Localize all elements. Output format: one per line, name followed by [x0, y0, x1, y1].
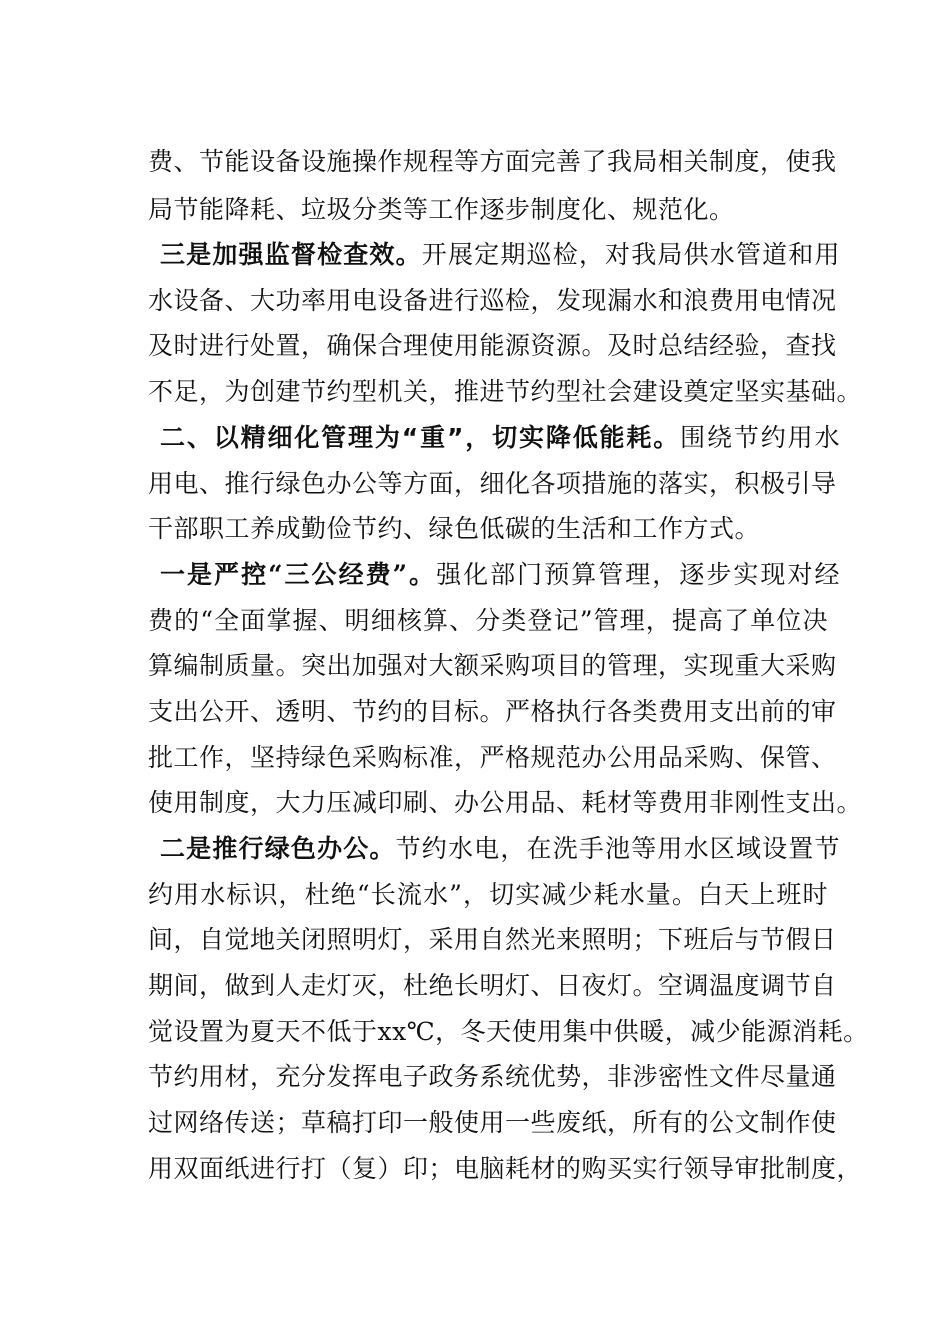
text-line: 期间，做到人走灯灭，杜绝长明灯、日夜灯。空调温度调节自 — [148, 971, 837, 1000]
text-span: 强化部门预算管理，逐步实现对经 — [436, 560, 840, 589]
text-line: 水设备、大功率用电设备进行巡检，发现漏水和浪费用电情况 — [148, 286, 837, 315]
text-line: 用电、推行绿色办公等方面，细化各项措施的落实，积极引导 — [148, 469, 837, 498]
paragraph-lead: 二是推行绿色办公。 — [160, 834, 396, 863]
text-line: 用双面纸进行打（复）印；电脑耗材的购买实行领导审批制度， — [148, 1154, 863, 1183]
text-line: 局节能降耗、垃圾分类等工作逐步制度化、规范化。 — [148, 195, 735, 224]
text-line: 间，自觉地关闭照明灯，采用自然光来照明；下班后与节假日 — [148, 925, 837, 954]
paragraph-lead: 一是严控“三公经费”。 — [160, 560, 437, 589]
text-line: 干部职工养成勤俭节约、绿色低碳的生活和工作方式。 — [148, 514, 761, 543]
text-line: 费的“全面掌握、明细核算、分类登记”管理，提高了单位决 — [148, 606, 828, 635]
text-line: 约用水标识，杜绝“长流水”，切实减少耗水量。白天上班时 — [148, 880, 828, 909]
text-line: 算编制质量。突出加强对大额采购项目的管理，实现重大采购 — [148, 651, 837, 680]
paragraph-first-line — [148, 825, 840, 873]
text-line: 批工作，坚持绿色采购标准，严格规范办公用品采购、保管、 — [148, 743, 837, 772]
text-line: 不足，为创建节约型机关，推进节约型社会建设奠定坚实基础。 — [148, 377, 863, 406]
paragraph-first-line — [148, 231, 840, 279]
text-line: 节约用材，充分发挥电子政务系统优势，非涉密性文件尽量通 — [148, 1062, 837, 1091]
paragraph-lead: 三是加强监督检查效。 — [160, 240, 422, 269]
text-line: 支出公开、透明、节约的目标。严格执行各类费用支出前的审 — [148, 697, 837, 726]
text-span: 开展定期巡检，对我局供水管道和用 — [421, 240, 840, 269]
text-line: 觉设置为夏天不低于xx℃，冬天使用集中供暖，减少能源消耗。 — [148, 1017, 869, 1046]
text-span: 节约水电，在洗手池等用水区域设置节 — [395, 834, 840, 863]
text-span: 围绕节约用水 — [680, 423, 840, 452]
text-line: 费、节能设备设施操作规程等方面完善了我局相关制度，使我 — [148, 147, 837, 176]
section-heading-line — [148, 414, 840, 462]
section-heading: 二、以精细化管理为“重”，切实降低能耗。 — [160, 423, 681, 452]
text-line: 使用制度，大力压减印刷、办公用品、耗材等费用非刚性支出。 — [148, 788, 863, 817]
text-line: 过网络传送；草稿打印一般使用一些废纸，所有的公文制作使 — [148, 1108, 837, 1137]
text-line: 及时进行处置，确保合理使用能源资源。及时总结经验，查找 — [148, 331, 837, 360]
paragraph-first-line — [148, 551, 840, 599]
